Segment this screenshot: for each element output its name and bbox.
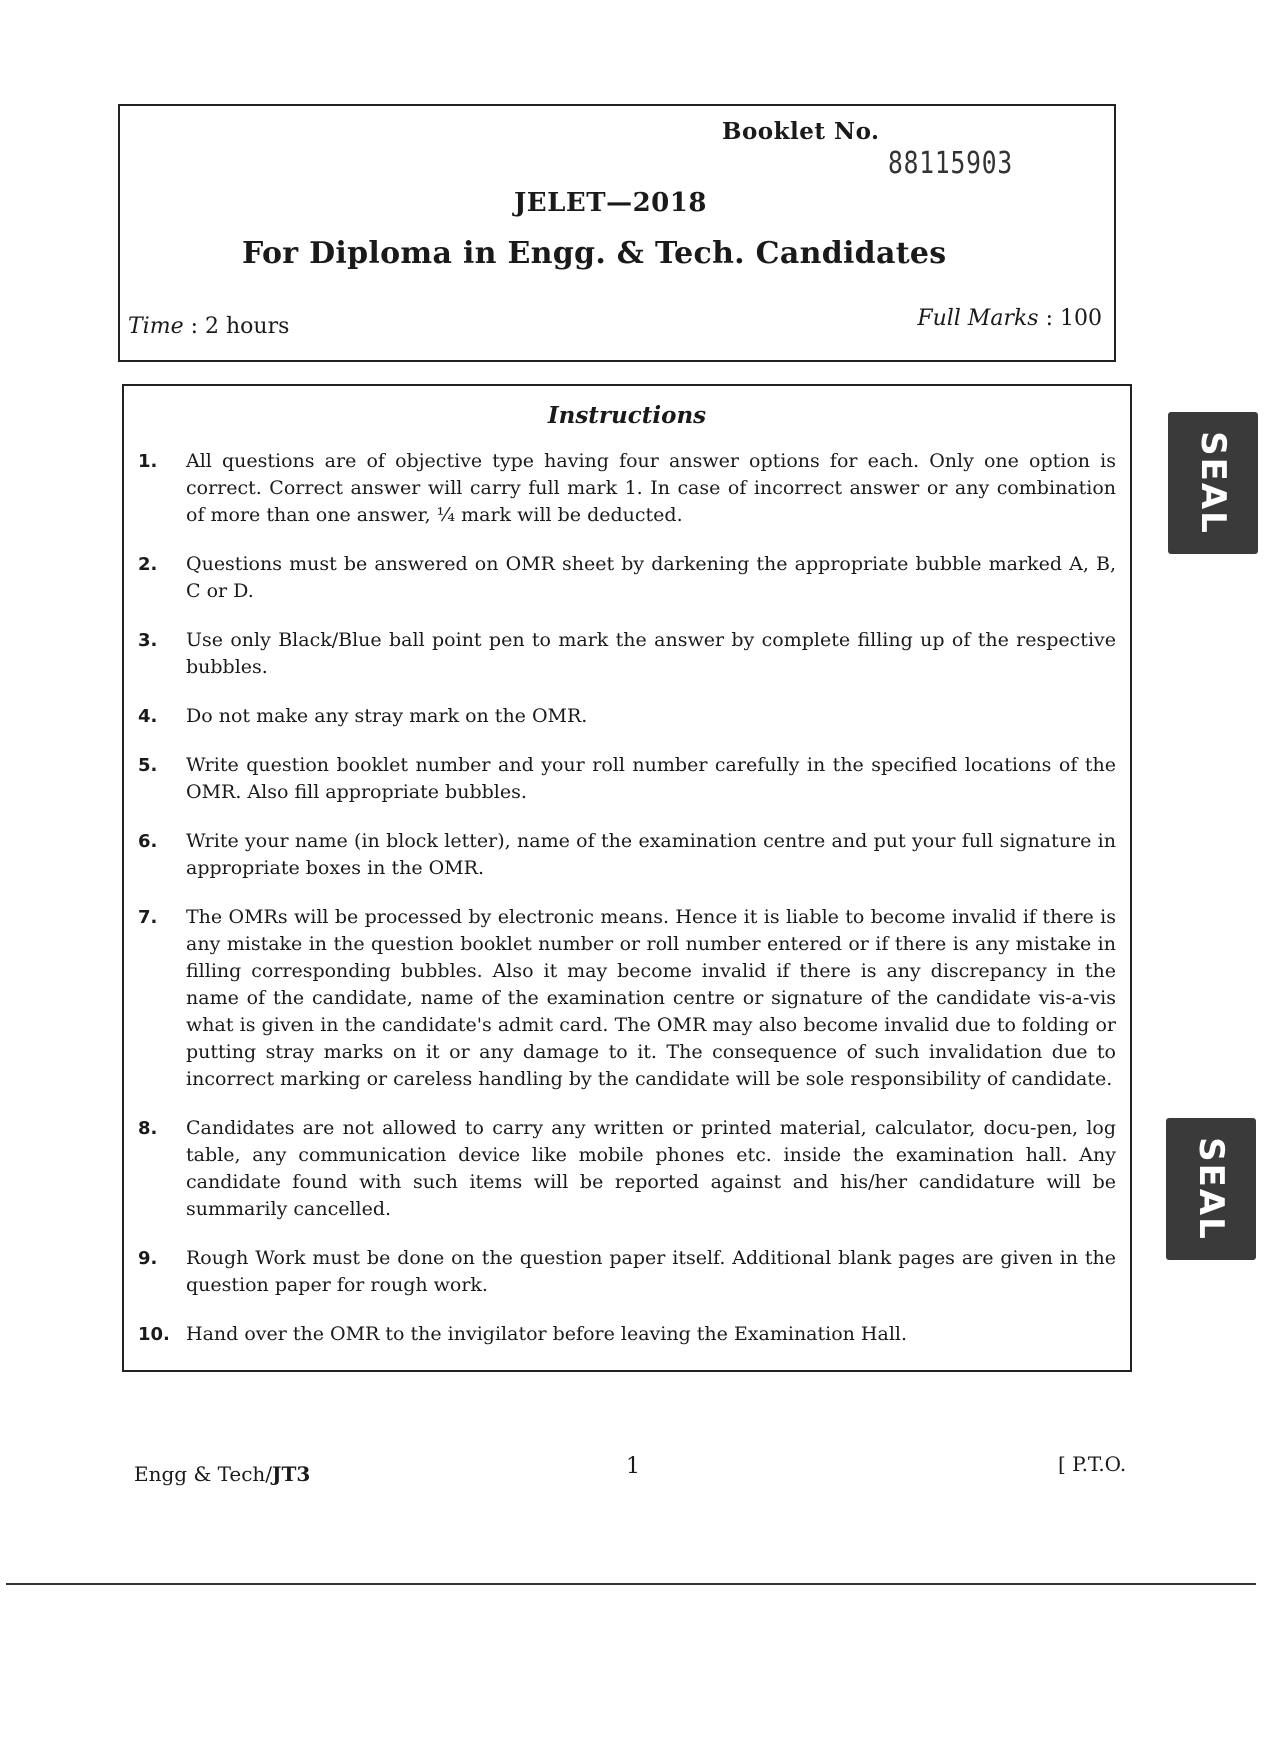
seal-tab-top [1168, 412, 1258, 554]
time-value: : 2 hours [190, 314, 290, 339]
header-box [118, 104, 1116, 362]
marks-value: : 100 [1045, 306, 1102, 331]
page-number: 1 [626, 1454, 640, 1479]
instructions-title: Instructions [547, 402, 707, 429]
time-allowed [128, 314, 289, 339]
instruction-number: 10. [138, 1324, 170, 1345]
instruction-text: Questions must be answered on OMR sheet by darkening the appropriate bubble marked A, B, C or D. [186, 553, 1116, 602]
instruction-item [134, 627, 1116, 681]
seal-tab-bottom [1166, 1118, 1256, 1260]
instructions-box [122, 384, 1132, 1372]
instruction-number: 5. [138, 755, 158, 776]
time-label: Time [128, 314, 184, 339]
seal-label: SEAL [1191, 1137, 1231, 1241]
instruction-item [134, 448, 1116, 529]
paper-code-suffix: JT3 [272, 1462, 311, 1486]
instruction-number: 2. [138, 554, 158, 575]
exam-subtitle: For Diploma in Engg. & Tech. Candidates [242, 236, 947, 271]
instruction-text: Candidates are not allowed to carry any written or printed material, calculator, docu-pen, log table, any communication device like mobile phones etc. inside the examination hall. Any candidate found with such items will be reported against and his/her candidature will be summarily cancelled. [186, 1117, 1116, 1220]
instruction-item [134, 1115, 1116, 1223]
instruction-item [134, 752, 1116, 806]
instruction-number: 8. [138, 1118, 158, 1139]
instruction-number: 7. [138, 907, 158, 928]
instruction-text: Hand over the OMR to the invigilator before leaving the Examination Hall. [186, 1323, 908, 1345]
instruction-text: The OMRs will be processed by electronic means. Hence it is liable to become invalid if there is any mistake in the question booklet number or roll number entered or if there is any mistake in filling corresponding bubbles. Also it may become invalid if there is any discrepancy in the name of the candidate, name of the examination centre or signature of the candidate vis-a-vis what is given in the candidate's admit card. The OMR may also become invalid due to folding or putting stray marks on it or any damage to it. The consequence of such invalidation due to incorrect marking or careless handling by the candidate will be sole responsibility of candidate. [186, 906, 1116, 1090]
instruction-item [134, 1321, 1116, 1348]
exam-code: JELET—2018 [514, 188, 707, 218]
instruction-text: Rough Work must be done on the question paper itself. Additional blank pages are given in the question paper for rough work. [186, 1247, 1116, 1296]
instruction-text: Write question booklet number and your roll number carefully in the specified locations of the OMR. Also fill appropriate bubbles. [186, 754, 1116, 803]
instruction-item [134, 703, 1116, 730]
instruction-item [134, 904, 1116, 1093]
bottom-divider [6, 1583, 1256, 1585]
marks-label: Full Marks [917, 306, 1039, 331]
instruction-text: All questions are of objective type having four answer options for each. Only one option is correct. Correct answer will carry full mark 1. In case of incorrect answer or any combination of more than one answer, ¼ mark will be deducted. [186, 450, 1116, 526]
full-marks [917, 306, 1102, 331]
instruction-text: Do not make any stray mark on the OMR. [186, 705, 588, 727]
instruction-text: Write your name (in block letter), name of the examination centre and put your full signature in appropriate boxes in the OMR. [186, 830, 1116, 879]
instruction-number: 6. [138, 831, 158, 852]
paper-code [134, 1462, 310, 1486]
instructions-list [134, 448, 1116, 1348]
booklet-number: 88115903 [888, 146, 1014, 181]
instruction-number: 3. [138, 630, 158, 651]
instruction-number: 1. [138, 451, 158, 472]
instruction-number: 4. [138, 706, 158, 727]
booklet-label: Booklet No. [722, 118, 880, 145]
instruction-item [134, 828, 1116, 882]
seal-label: SEAL [1193, 431, 1233, 535]
instruction-number: 9. [138, 1248, 158, 1269]
instruction-text: Use only Black/Blue ball point pen to mark the answer by complete filling up of the respective bubbles. [186, 629, 1116, 678]
instruction-item [134, 551, 1116, 605]
instruction-item [134, 1245, 1116, 1299]
please-turn-over: [ P.T.O. [1058, 1452, 1127, 1476]
paper-code-prefix: Engg & Tech/ [134, 1462, 273, 1486]
